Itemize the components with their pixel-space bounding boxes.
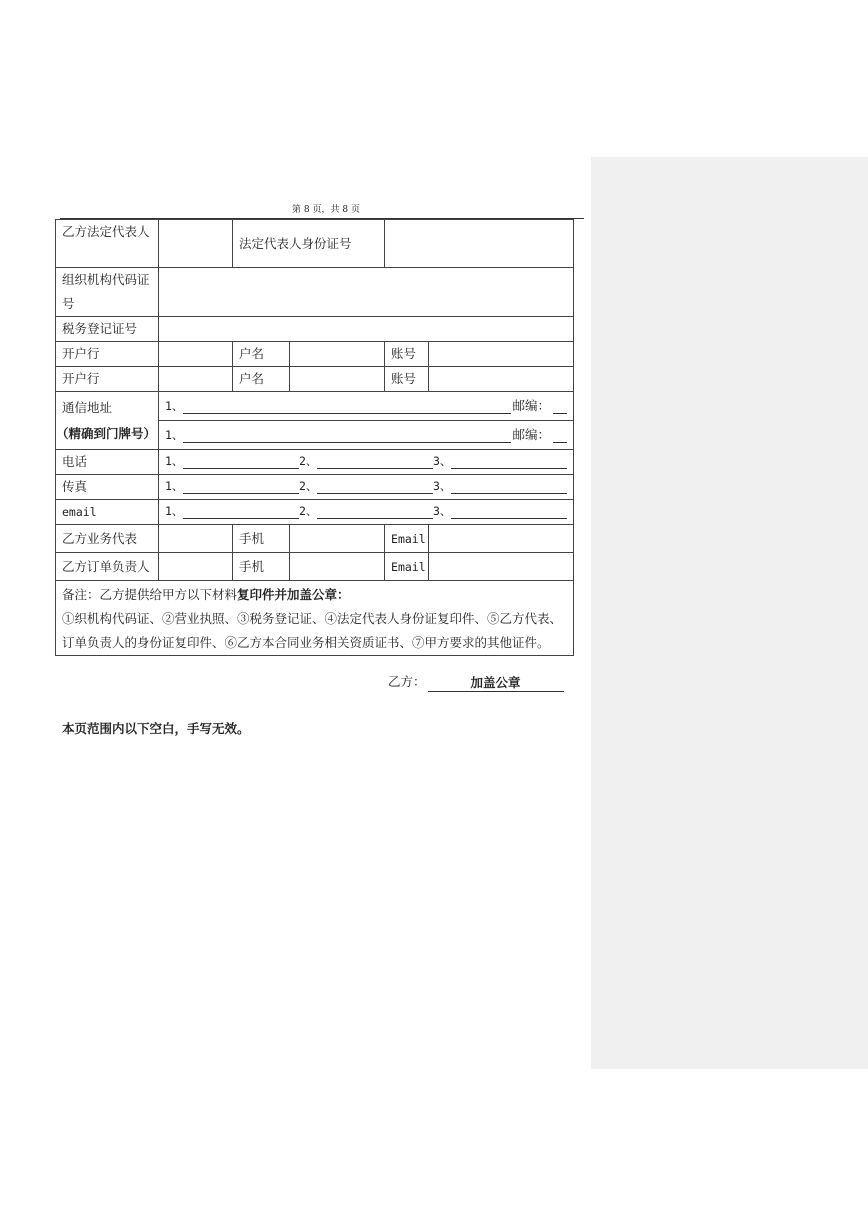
address-label: 通信地址 [62,399,113,415]
fax-label: 传真 [56,475,159,500]
order-owner-value[interactable] [159,553,233,581]
account-name-label: 户名 [233,367,290,392]
phone-row [56,450,574,475]
signature [388,672,564,691]
phone-2-blank[interactable] [317,452,433,469]
bank-value[interactable] [159,367,233,392]
address-2-cell[interactable] [159,421,574,450]
tax-row [56,317,574,342]
mobile-value[interactable] [290,525,385,553]
footer-note: 本页范围内以下空白，手写无效。 [62,721,250,736]
bank-row-1 [56,342,574,367]
address-label-cell [56,392,159,450]
tax-label: 税务登记证号 [56,317,159,342]
legal-rep-id-label: 法定代表人身份证号 [233,220,385,268]
fax-3-blank[interactable] [451,477,567,494]
mobile-label: 手机 [233,553,290,581]
fax-cell[interactable] [159,475,574,500]
phone-3-num: 3、 [433,454,452,468]
fax-1-blank[interactable] [183,477,299,494]
email-2-blank[interactable] [317,502,433,519]
note-bold: 复印件并加盖公章： [237,587,350,602]
fax-row [56,475,574,500]
email-1-num: 1、 [165,504,184,518]
address-2-blank[interactable] [183,425,510,443]
email-row [56,500,574,525]
legal-rep-id-value[interactable] [385,220,574,268]
email-col-label: Email [385,525,429,553]
email-3-num: 3、 [433,504,452,518]
email-cell[interactable] [159,500,574,525]
note-prefix: 备注：乙方提供给甲方以下材料 [62,587,238,602]
sales-rep-row [56,525,574,553]
account-no-label: 账号 [385,342,429,367]
page-number: 第 8 页，共 8 页 [292,205,360,215]
bank-label: 开户行 [56,342,159,367]
email-2-num: 2、 [299,504,318,518]
order-owner-label: 乙方订单负责人 [56,553,159,581]
email-3-blank[interactable] [451,502,567,519]
signature-value[interactable]: 加盖公章 [428,673,564,692]
email-col-value[interactable] [429,553,574,581]
zip-1-blank[interactable] [553,396,567,414]
account-name-label: 户名 [233,342,290,367]
mobile-label: 手机 [233,525,290,553]
email-label: email [56,500,159,525]
zip-2-blank[interactable] [553,425,567,443]
order-owner-row [56,553,574,581]
mobile-value[interactable] [290,553,385,581]
bank-row-2 [56,367,574,392]
note-items-line-1: ①织机构代码证、②营业执照、③税务登记证、④法定代表人身份证复印件、⑤乙方代表、 [62,611,563,626]
account-no-value[interactable] [429,367,574,392]
fax-1-num: 1、 [165,479,184,493]
zip-2-label: 邮编： [512,427,551,442]
bank-label: 开户行 [56,367,159,392]
bank-value[interactable] [159,342,233,367]
legal-rep-label: 乙方法定代表人 [56,220,159,268]
account-name-value[interactable] [290,342,385,367]
address-1-blank[interactable] [183,396,510,414]
phone-2-num: 2、 [299,454,318,468]
phone-1-num: 1、 [165,454,184,468]
org-code-row [56,268,574,317]
sales-rep-value[interactable] [159,525,233,553]
email-col-label: Email [385,553,429,581]
phone-cell[interactable] [159,450,574,475]
sales-rep-label: 乙方业务代表 [56,525,159,553]
page-header [60,203,584,219]
org-code-label: 组织机构代码证号 [56,268,159,317]
address-note: （精确到门牌号） [56,425,157,441]
account-no-label: 账号 [385,367,429,392]
org-code-value[interactable] [159,268,574,317]
email-1-blank[interactable] [183,502,299,519]
address-2-prefix: 1、 [165,428,184,442]
email-col-value[interactable] [429,525,574,553]
signature-label: 乙方： [388,674,426,689]
account-name-value[interactable] [290,367,385,392]
note-row [56,581,574,656]
fax-3-num: 3、 [433,479,452,493]
phone-1-blank[interactable] [183,452,299,469]
fax-2-blank[interactable] [317,477,433,494]
fax-2-num: 2、 [299,479,318,493]
note-cell [56,581,574,656]
account-no-value[interactable] [429,342,574,367]
zip-1-label: 邮编： [512,398,551,413]
note-heading [62,583,567,607]
phone-label: 电话 [56,450,159,475]
legal-rep-value[interactable] [159,220,233,268]
note-items-line-2: 订单负责人的身份证复印件、⑥乙方本合同业务相关资质证书、⑦甲方要求的其他证件。 [62,635,550,650]
side-pane [591,157,868,1069]
address-row-1 [56,392,574,421]
address-1-prefix: 1、 [165,399,184,413]
phone-3-blank[interactable] [451,452,567,469]
tax-value[interactable] [159,317,574,342]
address-1-cell[interactable] [159,392,574,421]
contact-form-table [55,219,574,656]
legal-rep-row [56,220,574,268]
